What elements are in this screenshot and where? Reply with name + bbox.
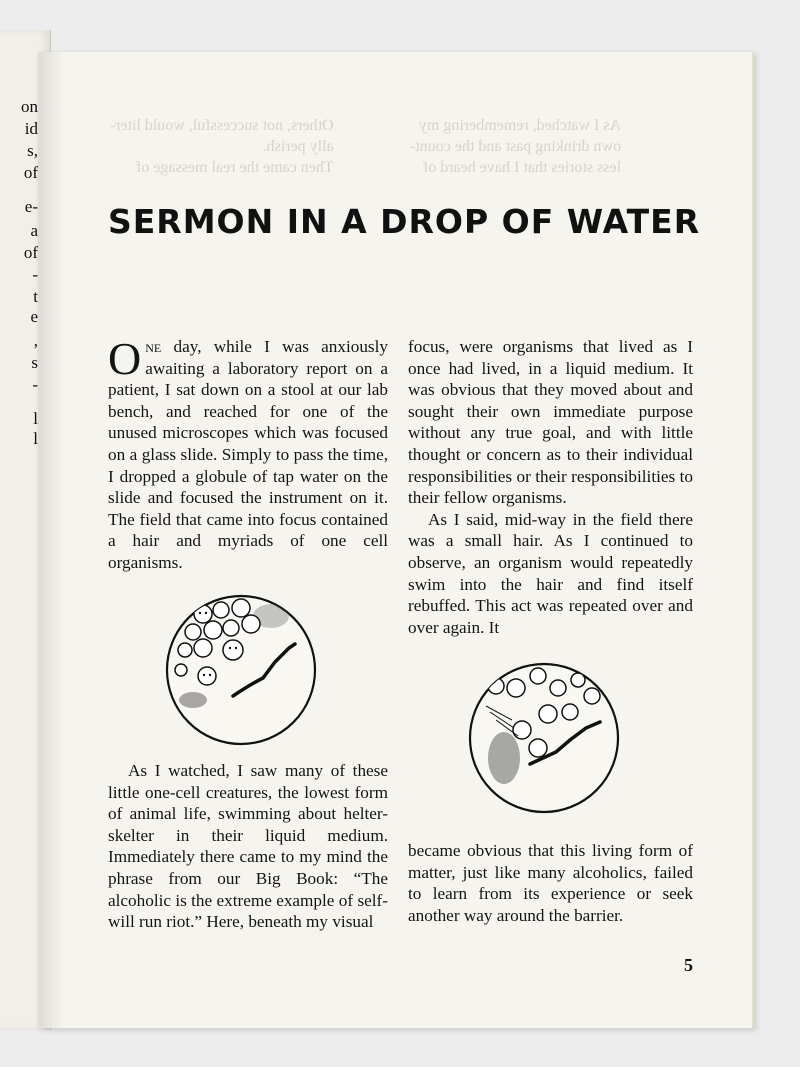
previous-page-fragment: of [23,243,38,262]
previous-page-fragment: of [23,163,38,182]
left-column-bottom [108,760,388,933]
bleed-through-text: As I watched, remembering my own drinking past and the count- less stories that I have heard of [410,117,622,176]
right-column-bottom [408,840,693,926]
previous-page-fragment: e [30,307,38,326]
microscope-field-right-illustration [466,660,622,816]
previous-page-fragment: a [30,221,38,240]
previous-page-fragment: id [24,119,38,138]
bleed-through-text: Others, not successful, would liter- ally perish. Then came the real message of [110,117,334,176]
gutter-shadow [38,52,64,1028]
paragraph-4: As I said, mid-way in the field there was a small hair. As I continued to observe, an organism would repeatedly swim into the hair and find itself rebuffed. This act was repeated over and over again. It [408,509,693,637]
previous-page-fragment: on [21,97,38,116]
previous-page-fragment: s [31,353,38,372]
previous-page-fragment: s, [27,141,38,160]
drop-cap: O [108,333,142,384]
previous-page-fragment: , [33,331,38,350]
page-title: SERMON IN A DROP OF WATER [108,202,701,242]
right-column-top [408,336,693,638]
previous-page-fragment: t [33,287,38,306]
first-word-smallcaps: ne [145,337,162,356]
page-number: 5 [684,955,693,975]
paragraph-1-text: day, while I was anxiously awaiting a laboratory report on a patient, I sat down on a stool at our lab bench, and reached for one of the unused microscopes which was focused on a glass slide. Simply to pass the time, I dropped a globule of tap water on the slide and focused the instrument on it. The field that came into focus contained a hair and myriads of one cell organisms. [108,337,388,572]
previous-page-fragment: l [33,429,38,448]
left-column-top [108,333,388,574]
microscope-field-left-illustration [163,592,319,748]
paragraph-5: became obvious that this living form of matter, just like many alcoholics, failed to learn from its experience or seek another way around the barrier. [408,841,693,925]
previous-page-fragment: l [33,409,38,428]
paragraph-3: focus, were organisms that lived as I once had lived, in a liquid medium. It was obvious that they moved about and sought their own immediate purpose without any true goal, and with little thought or concern as to their individual responsibilities or their responsibilities to their fellow organisms. [408,337,693,508]
paragraph-2: As I watched, I saw many of these little one-cell creatures, the lowest form of animal life, swimming about helter-skelter in their liquid medium. Immediately there came to my mind the phrase from our Big Book: “The alcoholic is the extreme example of self-will run riot.” Here, beneath my visual [108,761,388,932]
previous-page-fragment: e- [24,197,38,216]
previous-page-fragment: - [32,265,38,284]
previous-page-fragment: - [32,375,38,394]
paragraph-1 [108,333,388,574]
